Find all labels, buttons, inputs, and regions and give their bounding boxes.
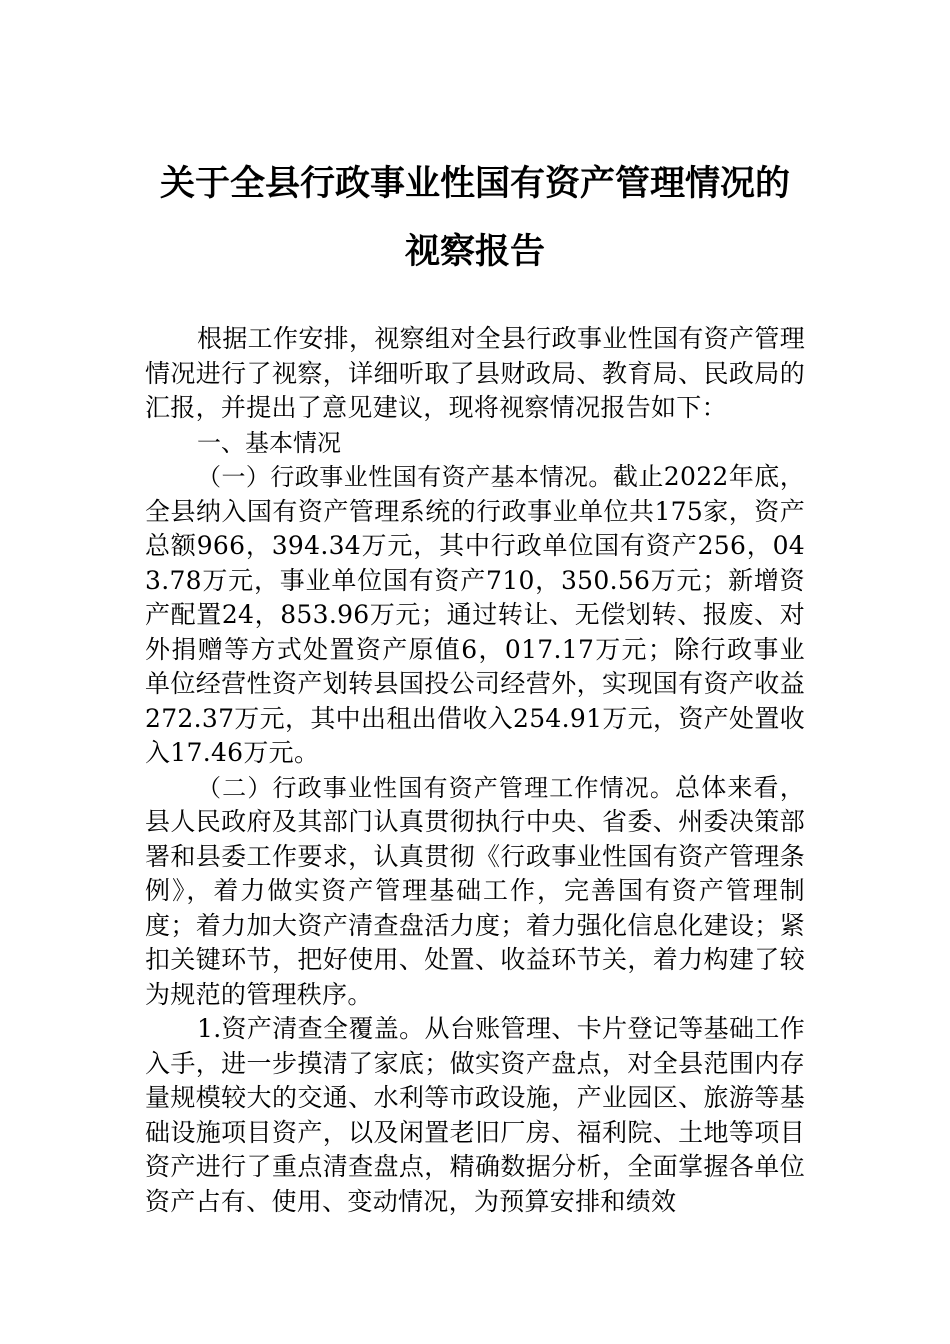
document-title-line-1: 关于全县行政事业性国有资产管理情况的 bbox=[159, 164, 790, 204]
subsection-1-text: 截止2022年底，全县纳入国有资产管理系统的行政事业单位共175家，资产总额966，394.34万元，其中行政单位国有资产256，043.78万元，事业单位国有资产710，350.56万元；新增资产配置24，853.96万元；通过转让、无偿划转、报废、对外捐赠等方式处置资产原值6，017.17万元；除行政事业单位经营性资产划转县国投公司经营外，实现国有资产收益272.37万元，其中出租出借收入254.91万元，资产处置收入17.46万元。 bbox=[145, 462, 805, 767]
subsection-2-paragraph bbox=[145, 771, 805, 1013]
subsection-1-lead: （一）行政事业性国有资产基本情况。 bbox=[197, 463, 613, 491]
intro-paragraph: 根据工作安排，视察组对全县行政事业性国有资产管理情况进行了视察，详细听取了县财政局、教育局、民政局的汇报，并提出了意见建议，现将视察情况报告如下： bbox=[145, 324, 805, 422]
section-heading-basic-situation: 一、基本情况 bbox=[197, 428, 341, 457]
document-body bbox=[145, 322, 805, 1219]
subsection-1-paragraph bbox=[145, 460, 805, 771]
item-1-paragraph: 1.资产清查全覆盖。从台账管理、卡片登记等基础工作入手，进一步摸清了家底；做实资产盘点，对全县范围内存量规模较大的交通、水利等市政设施，产业园区、旅游等基础设施项目资产，以及闲置老旧厂房、福利院、土地等项目资产进行了重点清查盘点，精确数据分析，全面掌握各单位资产占有、使用、变动情况，为预算安排和绩效 bbox=[145, 1014, 805, 1216]
subsection-2-text: 总体来看，县人民政府及其部门认真贯彻执行中央、省委、州委决策部署和县委工作要求，认真贯彻《行政事业性国有资产管理条例》，着力做实资产管理基础工作，完善国有资产管理制度；着力加大资产清查盘活力度；着力强化信息化建设；紧扣关键环节，把好使用、处置、收益环节关，着力构建了较为规范的管理秩序。 bbox=[145, 772, 805, 1009]
document-title-line-2: 视察报告 bbox=[404, 232, 545, 272]
subsection-2-lead: （二）行政事业性国有资产管理工作情况。 bbox=[197, 773, 676, 802]
